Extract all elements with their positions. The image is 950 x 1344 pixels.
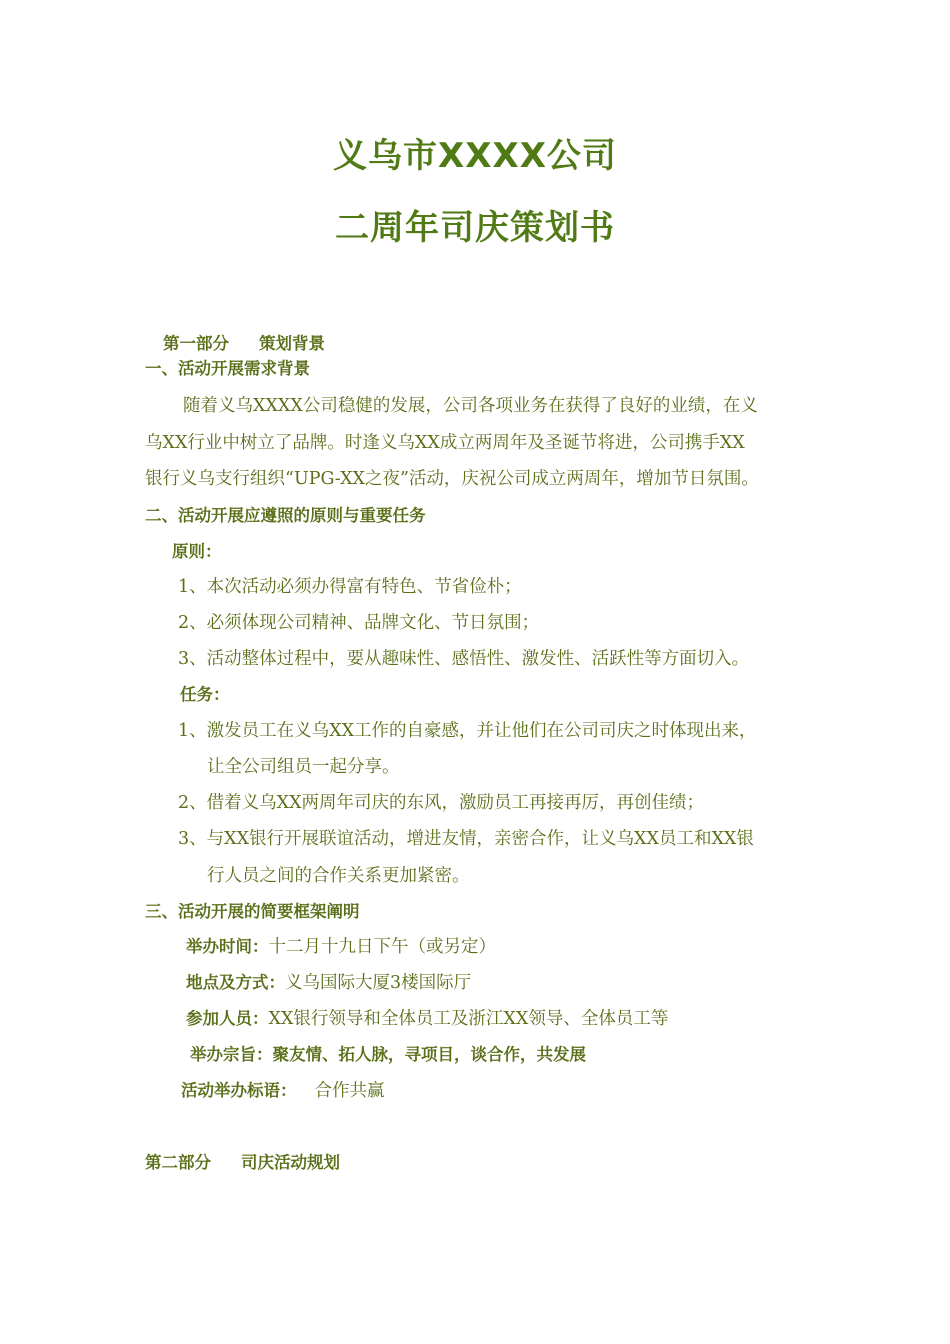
task-item-3-cont: 行人员之间的合作关系更加紧密。 [207,866,470,886]
section3-heading: 三、活动开展的简要框架阐明 [145,902,360,921]
part2-label: 第二部分 [145,1153,211,1172]
part1-label: 第一部分 [163,334,229,353]
task-item-1: 1、激发员工在义乌XX工作的自豪感，并让他们在公司司庆之时体现出来， [178,721,757,741]
task-item-2: 2、借着义乌XX两周年司庆的东风，激励员工再接再厉，再创佳绩； [178,793,705,813]
framework-place [186,971,471,995]
tasks-label: 任务： [180,685,230,704]
slogan-label: 活动举办标语： [181,1081,297,1100]
place-label: 地点及方式： [186,973,285,992]
framework-people [186,1007,668,1031]
time-label: 举办时间： [186,937,269,956]
purpose-label: 举办宗旨： [190,1045,273,1064]
document-title-line1: 义乌市XXXX公司 [333,136,617,176]
purpose-value: 聚友情、拓人脉，寻项目，谈合作，共发展 [272,1045,586,1064]
document-title-line2: 二周年司庆策划书 [335,208,615,248]
people-value: XX银行领导和全体员工及浙江XX领导、全体员工等 [268,1009,669,1029]
slogan-value: 合作共赢 [314,1081,385,1101]
section2-heading: 二、活动开展应遵照的原则与重要任务 [145,506,426,525]
part2-title: 司庆活动规划 [241,1153,340,1172]
task-item-3: 3、与XX银行开展联谊活动，增进友情，亲密合作，让义乌XX员工和XX银 [178,829,754,849]
part1-title: 策划背景 [259,334,325,353]
task-item-1-cont: 让全公司组员一起分享。 [207,757,400,777]
principle-item-1: 1、本次活动必须办得富有特色、节省俭朴； [178,577,522,597]
principles-label: 原则： [172,542,222,561]
section1-para-line3: 银行义乌支行组织“UPG-XX之夜”活动，庆祝公司成立两周年，增加节日氛围。 [145,469,759,489]
part2-heading [145,1151,340,1175]
section1-heading: 一、活动开展需求背景 [145,359,310,378]
part1-heading [163,332,325,356]
principle-item-3: 3、活动整体过程中，要从趣味性、感悟性、激发性、活跃性等方面切入。 [178,649,750,669]
section1-para-line2: 乌XX行业中树立了品牌。时逢义乌XX成立两周年及圣诞节将进，公司携手XX [145,433,745,453]
section1-para-line1: 随着义乌XXXX公司稳健的发展，公司各项业务在获得了良好的业绩，在义 [183,396,758,416]
people-label: 参加人员： [186,1009,269,1028]
framework-purpose [190,1043,586,1067]
time-value: 十二月十九日下午（或另定） [268,937,496,957]
framework-time [186,935,496,959]
framework-slogan [181,1079,385,1103]
principle-item-2: 2、必须体现公司精神、品牌文化、节日氛围； [178,613,540,633]
place-value: 义乌国际大厦3楼国际厅 [285,973,472,993]
